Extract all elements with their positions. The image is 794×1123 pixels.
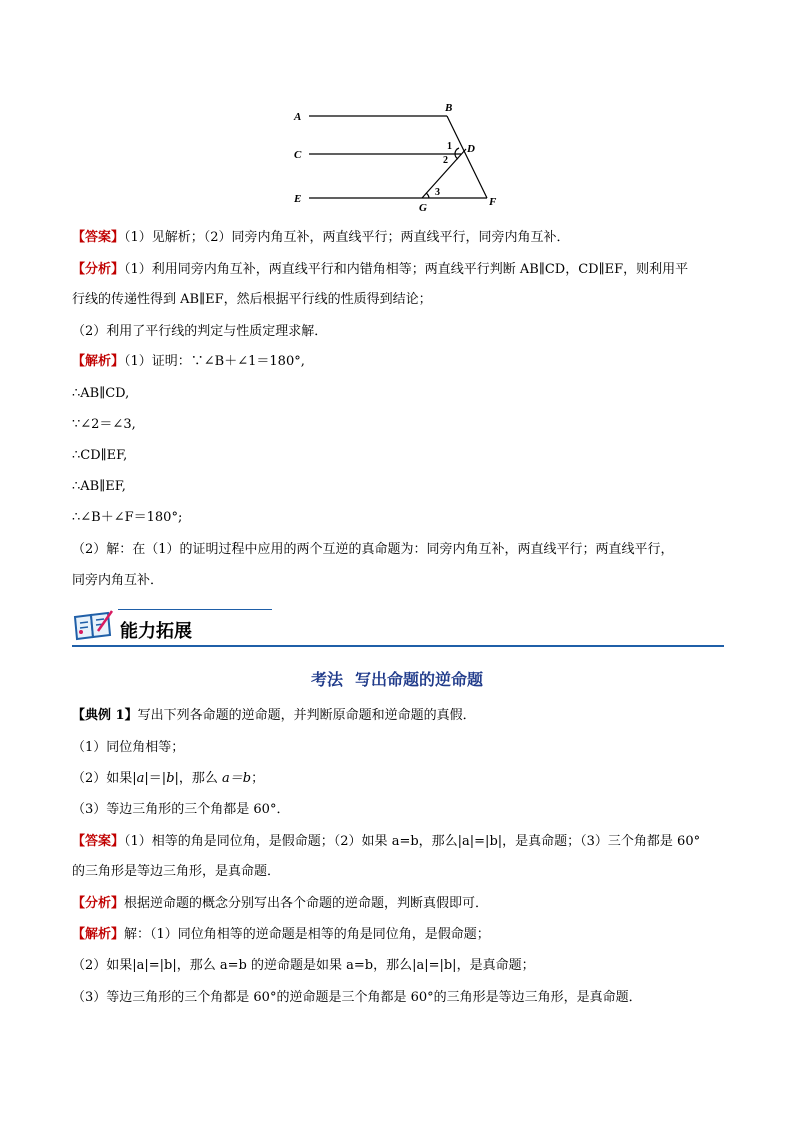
item2-eq: a＝b — [222, 771, 252, 786]
item2-mid: |＝| — [144, 771, 167, 786]
analysis-line-2: 行线的传递性得到 AB∥EF，然后根据平行线的性质得到结论； — [72, 292, 432, 307]
label-b: B — [445, 102, 453, 114]
answer-text: （1）见解析；（2）同旁内角互补，两直线平行；两直线平行，同旁内角互补． — [124, 230, 570, 245]
analysis-tag: 【分析】 — [72, 262, 125, 277]
example-answer-text-1: （1）相等的角是同位角，是假命题；（2）如果 a=b，那么|a|=|b|，是真命题；（3）三个角都是 60° — [124, 834, 701, 849]
method-title: 写出命题的逆命题 — [355, 670, 484, 689]
label-angle-3: 3 — [435, 187, 440, 198]
angle-2-arc — [455, 154, 458, 159]
solution-line-1 — [72, 352, 732, 372]
part2-line-1: （2）解：在（1）的证明过程中应用的两个互逆的真命题为：同旁内角互补，两直线平行；两直线平行， — [72, 542, 674, 557]
example-item-3: （3）等边三角形的三个角都是 60°． — [72, 802, 290, 817]
angle-1-arc — [455, 148, 459, 154]
analysis-line-3: （2）利用了平行线的判定与性质定理求解． — [72, 324, 328, 339]
item2-a: a — [136, 771, 145, 786]
example-item-2 — [72, 769, 732, 789]
label-g: G — [419, 202, 427, 214]
example-solution-text-1: 解：（1）同位角相等的逆命题是相等的角是同位角，是假命题； — [124, 927, 490, 942]
example-analysis-tag: 【分析】 — [72, 896, 125, 911]
method-heading — [0, 667, 794, 690]
label-f: F — [489, 196, 497, 208]
example-answer-tag: 【答案】 — [72, 834, 125, 849]
example-analysis-line — [72, 894, 732, 914]
header-top-line — [118, 609, 272, 610]
label-c: C — [294, 149, 302, 161]
header-rule — [72, 645, 724, 647]
label-a: A — [294, 111, 302, 123]
item2-b: b — [166, 771, 175, 786]
example-answer-line-2: 的三角形是等边三角形，是真命题． — [72, 864, 281, 879]
answer-tag: 【答案】 — [72, 230, 125, 245]
proof-step-1: ∴AB∥CD, — [72, 386, 130, 401]
geometry-figure — [285, 95, 515, 220]
analysis-text-1: （1）利用同旁内角互补，两直线平行和内错角相等；两直线平行判断 AB∥CD，CD∥EF，则利用平 — [124, 262, 689, 277]
proof-step-2: ∵∠2＝∠3, — [72, 417, 136, 432]
example-solution-tag: 【解析】 — [72, 927, 125, 942]
section-header — [72, 605, 724, 650]
item2-end: ； — [251, 771, 265, 786]
item2-pre: （2）如果| — [72, 771, 137, 786]
method-label: 考法 — [310, 670, 343, 689]
example-item-1: （1）同位角相等； — [72, 740, 185, 755]
angle-3-arc — [426, 193, 429, 198]
section-title: 能力拓展 — [120, 621, 192, 642]
label-e: E — [294, 193, 302, 205]
segment-bf — [447, 116, 487, 198]
analysis-line-1 — [72, 260, 732, 280]
example-solution-line-1 — [72, 925, 732, 945]
example-analysis-text: 根据逆命题的概念分别写出各个命题的逆命题，判断真假即可． — [124, 896, 489, 911]
book-icon — [72, 609, 114, 643]
solution-tag: 【解析】 — [72, 354, 125, 369]
solution-text-1: （1）证明：∵∠B＋∠1＝180°, — [124, 354, 305, 369]
item2-post: |，那么 — [174, 771, 223, 786]
part2-line-2: 同旁内角互补． — [72, 573, 164, 588]
label-angle-2: 2 — [443, 155, 448, 166]
label-angle-1: 1 — [447, 141, 452, 152]
answer-line — [72, 228, 732, 248]
proof-step-3: ∴CD∥EF, — [72, 448, 128, 463]
proof-step-4: ∴AB∥EF, — [72, 479, 126, 494]
example-solution-line-3: （3）等边三角形的三个角都是 60°的逆命题是三个角都是 60°的三角形是等边三角形，是真命题． — [72, 990, 642, 1005]
example-prompt: 写出下列各命题的逆命题，并判断原命题和逆命题的真假． — [137, 708, 476, 723]
example-tag: 【典例 1】 — [72, 708, 138, 723]
example-prompt-line — [72, 706, 732, 726]
label-d: D — [467, 143, 475, 155]
example-solution-line-2: （2）如果|a|=|b|，那么 a=b 的逆命题是如果 a=b，那么|a|=|b|，是真命题； — [72, 958, 535, 973]
example-answer-line-1 — [72, 832, 732, 852]
proof-step-5: ∴∠B＋∠F＝180°; — [72, 510, 183, 525]
